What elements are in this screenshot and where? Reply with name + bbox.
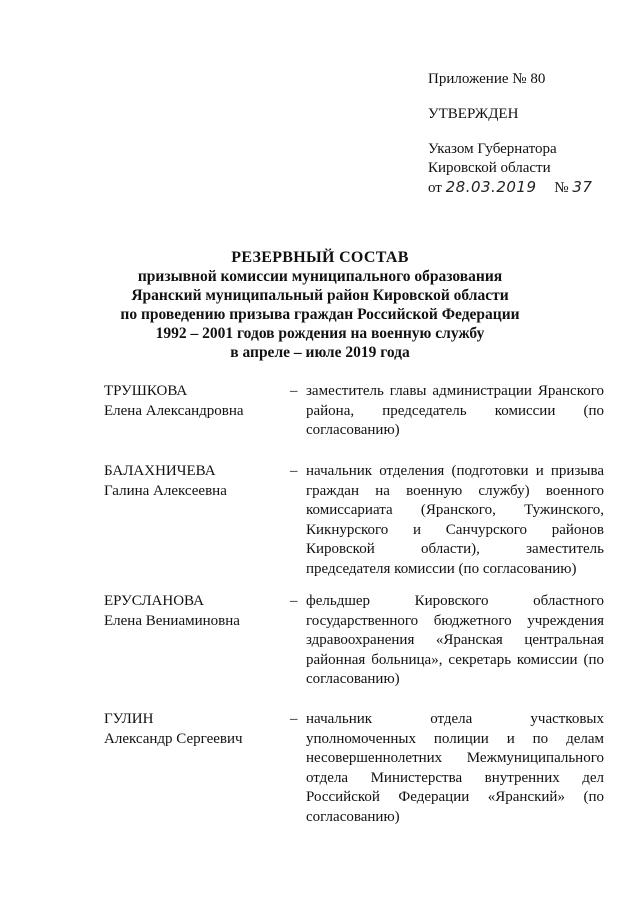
member-surname: ГУЛИН [104,711,154,727]
member-name [104,710,284,749]
member-surname: ТРУШКОВА [104,383,188,399]
member-role: заместитель главы администрации Яранского района, председатель комиссии (по согласованию) [306,383,604,438]
dash-separator: – [290,593,298,609]
member-role: начальник отделения (подготовки и призыва граждан на военную службу) военного комиссариата (Яранского, Тужинского, Кикнурского и Санчурского районов Кировской области), заместитель председателя комиссии (по согласованию) [306,463,604,577]
approved-label: УТВЕРЖДЕН [428,106,519,122]
title-main: РЕЗЕРВНЫЙ СОСТАВ [231,249,409,266]
title-line: по проведению призыва граждан Российской Федерации [120,306,520,323]
member-name [104,592,284,631]
date-prefix: от [428,180,442,196]
member-surname: БАЛАХНИЧЕВА [104,463,216,479]
appendix-number: Приложение № 80 [428,71,546,87]
member-given-name: Елена Александровна [104,402,244,419]
title-line: призывной комиссии муниципального образования [137,268,503,285]
number-label: № [554,180,569,196]
dash-separator: – [290,383,298,399]
member-given-name: Елена Вениаминовна [104,612,240,629]
handwritten-number: 37 [572,178,593,196]
member-name [104,382,284,421]
document-title [0,248,640,362]
member-role: фельдшер Кировского областного государственного бюджетного учреждения здравоохранения «Яранская центральная районная больница», секретарь комиссии (по согласованию) [306,593,604,687]
member-surname: ЕРУСЛАНОВА [104,593,204,609]
decree-line-2: Кировской области [428,160,551,176]
title-line: в апреле – июле 2019 года [230,344,410,361]
title-line: Яранский муниципальный район Кировской области [131,287,509,304]
member-role: начальник отдела участковых уполномоченных полиции и по делам несовершеннолетних Межмуниципального отдела Министерства внутренних дел Российской Федерации «Яранский» (по согласованию) [306,711,604,825]
dash-separator: – [290,711,298,727]
member-name [104,462,284,501]
member-given-name: Галина Алексеевна [104,482,227,499]
decree-date-line [428,178,592,198]
approval-stamp [428,70,592,198]
title-line: 1992 – 2001 годов рождения на военную службу [155,325,485,342]
member-given-name: Александр Сергеевич [104,730,243,747]
dash-separator: – [290,463,298,479]
decree-line-1: Указом Губернатора [428,141,557,157]
handwritten-date: 28.03.2019 [445,178,537,196]
